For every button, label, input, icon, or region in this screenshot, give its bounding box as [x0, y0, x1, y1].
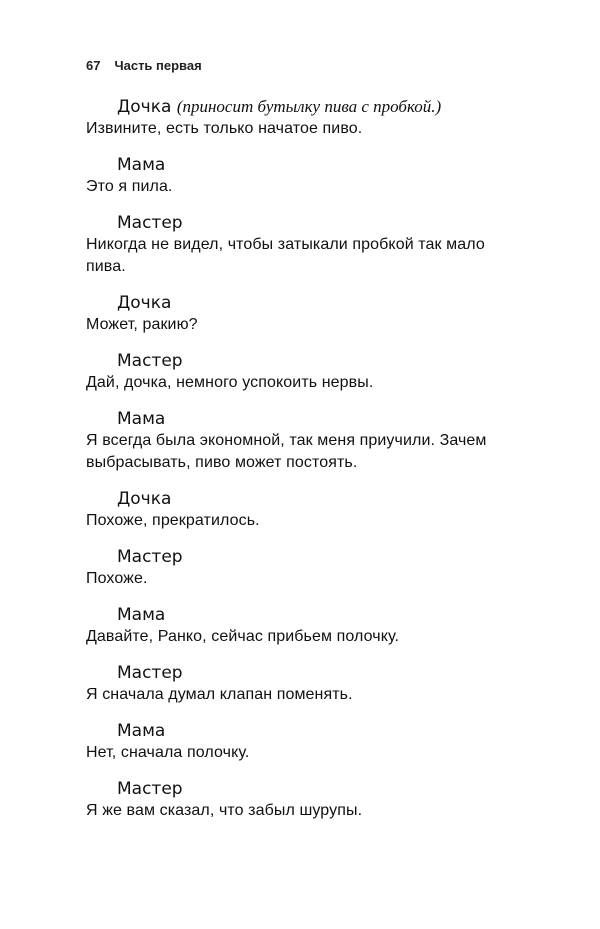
- speaker-line: [117, 546, 526, 568]
- speaker-name: Дочка: [117, 489, 172, 509]
- dialogue-line: Я всегда была экономной, так меня приучили. Зачем: [86, 432, 487, 449]
- dialogue-line: Я сначала думал клапан поменять.: [86, 686, 353, 703]
- dialogue-entry: [86, 662, 526, 706]
- speaker-line: [117, 662, 526, 684]
- dialogue-line: Я же вам сказал, что забыл шурупы.: [86, 802, 363, 819]
- dialogue-entry: [86, 408, 526, 474]
- dialogue-entry: [86, 292, 526, 336]
- dialogue-entry: [86, 720, 526, 764]
- dialogue-line: Похоже, прекратилось.: [86, 512, 260, 529]
- speaker-line: [117, 778, 526, 800]
- speaker-line: [117, 292, 526, 314]
- speaker-line: [117, 350, 526, 372]
- dialogue-entry: [86, 488, 526, 532]
- dialogue-body: [86, 96, 526, 836]
- speaker-line: [117, 604, 526, 626]
- speaker-name: Мама: [117, 721, 166, 741]
- dialogue-line: Никогда не видел, чтобы затыкали пробкой так мало пива.: [86, 236, 485, 275]
- dialogue-line: выбрасывать, пиво может постоять.: [86, 454, 358, 471]
- speaker-name: Мастер: [117, 547, 183, 567]
- speaker-line: [117, 154, 526, 176]
- dialogue-entry: [86, 212, 526, 278]
- dialogue-line: Давайте, Ранко, сейчас прибьем полочку.: [86, 628, 400, 645]
- speaker-name: Дочка: [117, 293, 172, 313]
- dialogue-entry: [86, 546, 526, 590]
- speaker-line: [117, 212, 526, 234]
- speaker-name: Мама: [117, 155, 166, 175]
- speaker-name: Мастер: [117, 351, 183, 371]
- stage-direction: (приносит бутылку пива с пробкой.): [176, 97, 442, 116]
- dialogue-line: Дай, дочка, немного успокоить нервы.: [86, 374, 374, 391]
- speaker-line: [117, 408, 526, 430]
- dialogue-entry: [86, 350, 526, 394]
- speaker-name: Мастер: [117, 663, 183, 683]
- running-header: [86, 58, 202, 73]
- dialogue-entry: [86, 604, 526, 648]
- dialogue-entry: [86, 778, 526, 822]
- speaker-line: [117, 488, 526, 510]
- dialogue-line: Может, ракию?: [86, 316, 198, 333]
- speaker-name: Мама: [117, 409, 166, 429]
- speaker-line: [117, 720, 526, 742]
- dialogue-line: Извините, есть только начатое пиво.: [86, 120, 363, 137]
- speaker-name: Мастер: [117, 779, 183, 799]
- dialogue-entry: [86, 96, 526, 140]
- section-title: Часть первая: [114, 58, 202, 73]
- speaker-line: [117, 96, 526, 118]
- page-number: 67: [86, 58, 101, 73]
- speaker-name: Дочка: [117, 97, 172, 117]
- dialogue-entry: [86, 154, 526, 198]
- speaker-name: Мама: [117, 605, 166, 625]
- speaker-name: Мастер: [117, 213, 183, 233]
- dialogue-line: Похоже.: [86, 570, 148, 587]
- dialogue-line: Нет, сначала полочку.: [86, 744, 250, 761]
- dialogue-line: Это я пила.: [86, 178, 173, 195]
